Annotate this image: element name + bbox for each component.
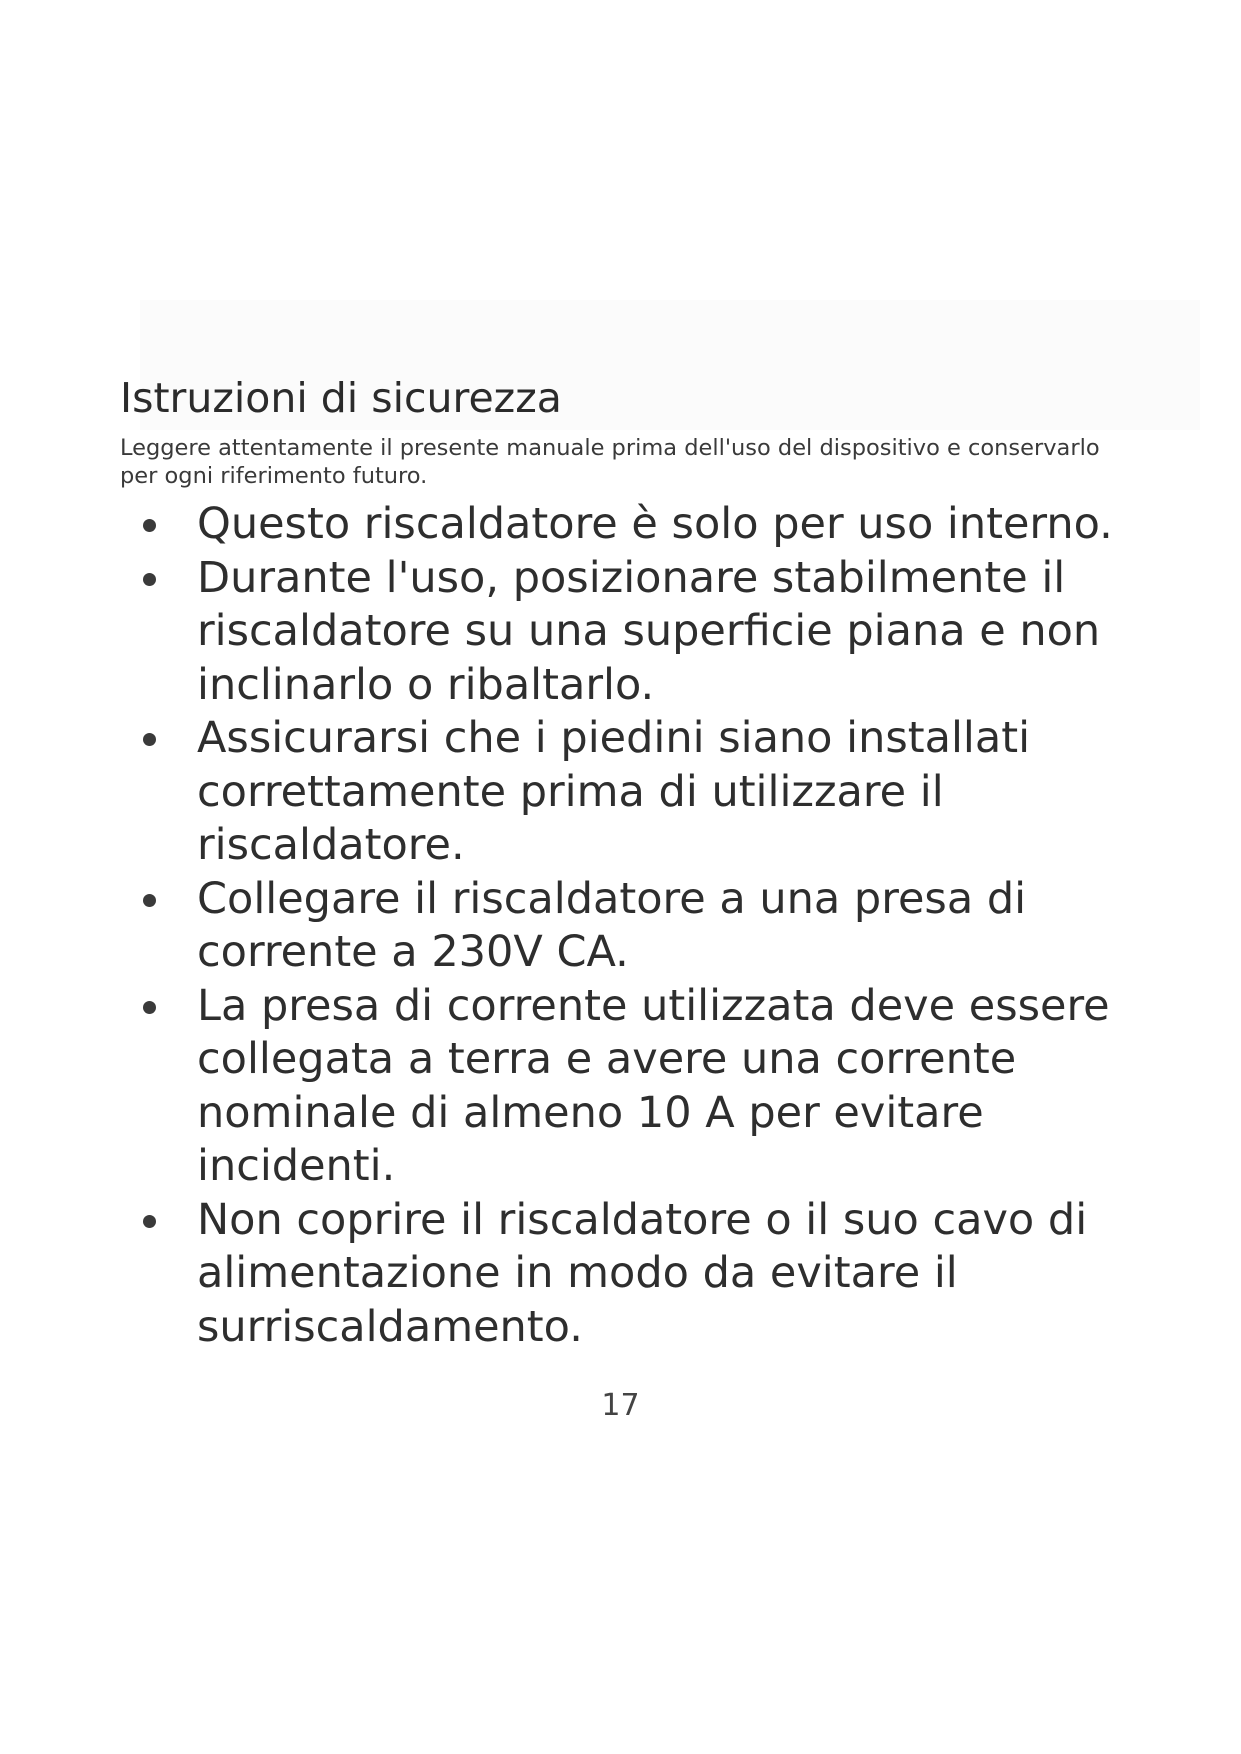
list-item-text: Collegare il riscaldatore a una presa di corrente a 230V CA. (197, 873, 1027, 977)
bullet-icon (143, 733, 156, 746)
list-item (0, 552, 1127, 713)
page-number: 17 (601, 1388, 640, 1423)
list-item (0, 712, 1127, 873)
bullet-icon (143, 1001, 156, 1014)
list-item-text: Non coprire il riscaldatore o il suo cavo di alimentazione in modo da evitare il surriscaldamento. (197, 1194, 1088, 1352)
bullet-icon (143, 1215, 156, 1228)
bullet-icon (143, 519, 156, 532)
bullet-icon (143, 894, 156, 907)
list-item-text: Assicurarsi che i piedini siano installati correttamente prima di utilizzare il riscaldatore. (197, 713, 1031, 870)
list-item (0, 873, 1127, 980)
list-item (0, 980, 1127, 1194)
safety-instructions-list (0, 498, 1241, 1354)
list-item (0, 1194, 1127, 1355)
intro-paragraph: Leggere attentamente il presente manuale prima dell'uso del dispositivo e conservarlo per ogni riferimento futuro. (120, 435, 1100, 489)
list-item-text: Questo riscaldatore è solo per uso interno. (197, 499, 1113, 549)
section-title: Istruzioni di sicurezza (120, 374, 562, 422)
list-item-text: La presa di corrente utilizzata deve essere collegata a terra e avere una corrente nominale di almeno 10 A per evitare incidenti. (197, 980, 1110, 1191)
bullet-icon (143, 573, 156, 586)
list-item-text: Durante l'uso, posizionare stabilmente il riscaldatore su una superficie piana e non inclinarlo o ribaltarlo. (197, 552, 1101, 710)
list-item (0, 498, 1127, 552)
